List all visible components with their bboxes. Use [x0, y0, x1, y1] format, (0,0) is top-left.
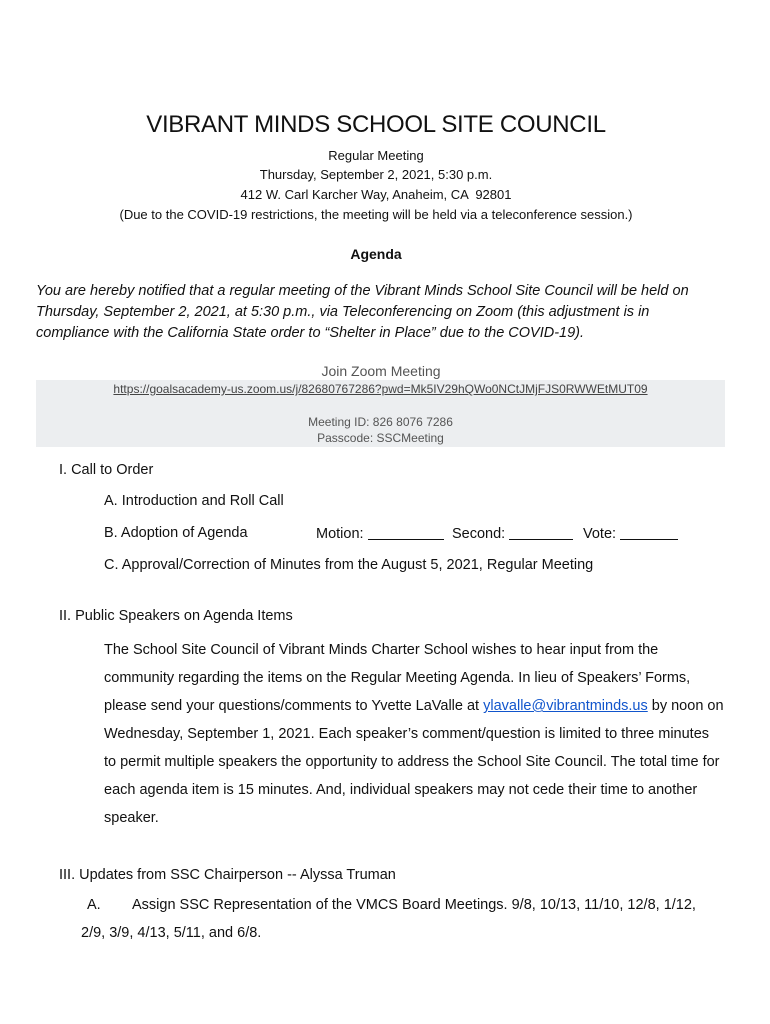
- second-blank: [509, 525, 573, 540]
- motion-label: Motion:: [316, 526, 364, 542]
- meeting-address: 412 W. Carl Karcher Way, Anaheim, CA 92801: [240, 187, 512, 202]
- motion-blank: [368, 525, 444, 540]
- second-field: [452, 525, 573, 542]
- vote-field: [583, 525, 678, 542]
- para-text-before: The School Site Council of Vibrant Minds Charter School wishes to hear input from the community regarding the items on the Regular Meeting Agenda. In lieu of Speakers’ Forms, please send your questions/comments to Yvette LaValle at: [104, 642, 691, 714]
- item-3a-marker: A.: [87, 897, 101, 913]
- email-link[interactable]: ylavalle@vibrantminds.us: [483, 698, 648, 714]
- item-3a: [81, 891, 721, 947]
- item-3a-text: Assign SSC Representation of the VMCS Board Meetings. 9/8, 10/13, 11/10, 12/8, 1/12, 2/9, 3/9, 4/13, 5/11, and 6/8.: [81, 897, 696, 941]
- second-label: Second:: [452, 526, 506, 542]
- agenda-heading: Agenda: [350, 246, 402, 262]
- public-speakers-paragraph: [104, 636, 724, 832]
- section-2-heading: II. Public Speakers on Agenda Items: [59, 608, 293, 624]
- page-title: VIBRANT MINDS SCHOOL SITE COUNCIL: [146, 111, 606, 138]
- section-3-heading: III. Updates from SSC Chairperson -- Alyssa Truman: [59, 867, 396, 883]
- vote-label: Vote:: [583, 526, 617, 542]
- item-1a: A. Introduction and Roll Call: [104, 493, 284, 509]
- covid-note: (Due to the COVID-19 restrictions, the meeting will be held via a teleconference session.): [119, 207, 633, 222]
- zoom-passcode: Passcode: SSCMeeting: [317, 431, 444, 445]
- section-1-heading: I. Call to Order: [59, 462, 154, 478]
- zoom-link[interactable]: https://goalsacademy-us.zoom.us/j/82680767286?pwd=Mk5IV29hQWo0NCtJMjFJS0RWWEtMUT09: [113, 382, 648, 396]
- meeting-datetime: Thursday, September 2, 2021, 5:30 p.m.: [259, 167, 493, 182]
- vote-blank: [620, 525, 678, 540]
- item-1b: B. Adoption of Agenda: [104, 525, 248, 541]
- motion-field: [316, 525, 444, 542]
- para-text-after: by noon on Wednesday, September 1, 2021. Each speaker’s comment/question is limited to three minutes to permit multiple speakers the opportunity to address the School Site Council. The total time for each agenda item is 15 minutes. And, individual speakers may not cede their time to another speaker.: [104, 698, 724, 826]
- meeting-notice: You are hereby notified that a regular meeting of the Vibrant Minds School Site Council will be held on Thursday, September 2, 2021, at 5:30 p.m., via Teleconferencing on Zoom (this adjustment is in compliance with the California State order to “Shelter in Place” due to the COVID-19).: [36, 283, 689, 341]
- zoom-meeting-id: Meeting ID: 826 8076 7286: [308, 415, 453, 429]
- meeting-type: Regular Meeting: [328, 148, 424, 163]
- item-1c: C. Approval/Correction of Minutes from the August 5, 2021, Regular Meeting: [104, 557, 594, 573]
- zoom-title: Join Zoom Meeting: [321, 363, 441, 379]
